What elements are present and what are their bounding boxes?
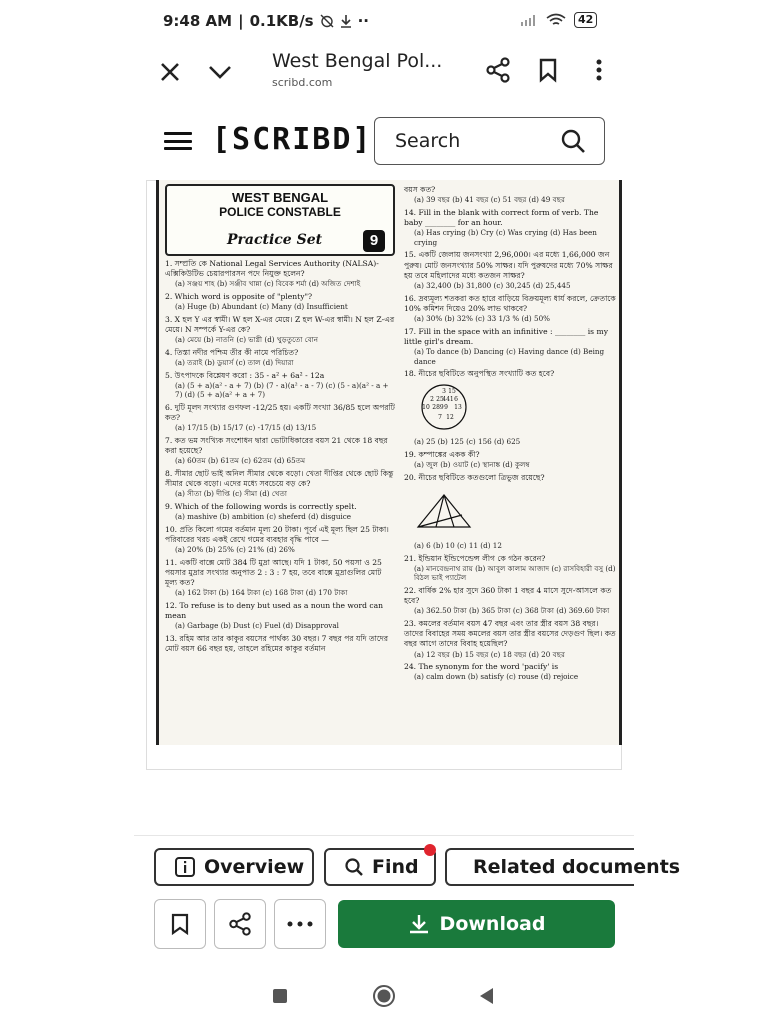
figure-number: 10	[422, 404, 430, 412]
question-options: (a) 6 (b) 10 (c) 11 (d) 12	[414, 540, 502, 550]
question-options: (a) To dance (b) Dancing (c) Having dance (d) Being dance	[414, 347, 605, 366]
right-question-list	[404, 185, 616, 682]
question-text: 4. তিস্তা নদীর পশ্চিম তীর কী নামে পরিচিত?	[165, 347, 299, 357]
question-options: (a) জুল (b) ওয়াট (c) স্থানাঙ্ক (d) কুলম্ব	[414, 460, 530, 470]
question-text: 10. প্রতি কিলো গমের বর্তমান মূল্য 20 টাকা। পূর্বে এই মূল্য ছিল 25 টাকা। পরিবারের খরচ একই রেখে গমের ব্যবহার বৃদ্ধি পাবে —	[165, 524, 389, 544]
question-options: (a) 362.50 টাকা (b) 365 টাকা (c) 368 টাকা (d) 369.60 টাকা	[414, 606, 610, 616]
share-document-button[interactable]	[214, 899, 266, 949]
figure-number: 3	[442, 388, 446, 396]
info-icon	[174, 856, 196, 878]
banner-line-1: WEST BENGAL	[231, 190, 329, 205]
related-documents-button[interactable]	[445, 848, 681, 886]
question-options: (a) 20% (b) 25% (c) 21% (d) 26%	[175, 545, 295, 555]
question-options: (a) 39 বছর (b) 41 বছর (c) 51 বছর (d) 49 বছর	[414, 195, 565, 205]
share-button[interactable]	[482, 54, 514, 86]
question-text: 1. সম্প্রতি কে National Legal Services Authority (NALSA)-এক্সিকিউটিভ চেয়ারপারসন পদে নিযুক্ত হলেন?	[165, 259, 379, 279]
question-text: 8. সীমার ছোট ভাই অনিল সীমার থেকে বড়ো। খেতা দীপ্তির থেকে ছোট কিন্তু সীমার থেকে বড়ো। এদের মধ্যে সবচেয়ে বড় কে?	[165, 468, 394, 489]
chevron-down-icon	[208, 64, 232, 80]
status-network-speed: 0.1KB/s	[249, 12, 314, 30]
practice-set-banner	[165, 184, 395, 256]
question-text: 21. ইন্ডিয়ান ইন্ডিপেন্ডেন্স লীগ কে গঠন করেন?	[404, 553, 546, 563]
save-button[interactable]	[154, 899, 206, 949]
question-text: 11. একটি বাক্সে মোট 384 টি মুদ্রা আছে। যদি 1 টাকা, 50 পয়সা ও 25 পয়সার মুদ্রার সংখ্যার অনুপাত 2 : 3 : 7 হয়, তবে বাক্সে মুদ্রাগুলির মোট মূল্য কত?	[165, 557, 382, 588]
question-text: 24. The synonym for the word 'pacify' is	[404, 662, 559, 672]
square-icon	[272, 988, 288, 1004]
question-text: 16. দ্রব্যমূল্য শতকরা কত হারে বাড়িয়ে বিক্রয়মূল্য ধার্য করলে, ক্রেতাকে 10% কমিশন দিয়েও 20% লাভ থাকবে?	[404, 293, 616, 313]
question-text: 13. রহিম আর তার কাকুর বয়সের পার্থক্য 30 বছর। 7 বছর পর যদি তাদের মোট বয়স 66 বছর হয়, তাহলে রহিমের কাকুর বর্তমান	[165, 633, 389, 654]
download-status-icon	[340, 14, 352, 28]
question-options: (a) 17/15 (b) 15/17 (c) -17/15 (d) 13/15	[175, 423, 317, 433]
question-text: 5. উৎপাদকে বিশ্লেষণ করো : 35 - a² + 6a² - 12a	[165, 370, 325, 380]
search-placeholder: Search	[395, 130, 461, 152]
question-text: 2. Which word is opposite of "plenty"?	[165, 292, 313, 301]
signal-icon	[520, 14, 538, 26]
more-options-button[interactable]	[584, 54, 614, 86]
triangle-figure	[414, 487, 474, 535]
question-text: 20. নীচের ছবিটিতে কতগুলো ত্রিভুজ রয়েছে?	[404, 472, 545, 482]
home-button[interactable]	[370, 982, 398, 1010]
question-text: 15. একটি জেলায় জনসংখ্যা 2,96,000। এর মধ্যে 1,66,000 জন পুরুষ। মোট জনসংখ্যার 50% সাক্ষর। যদি পুরুষদের মধ্যে 70% সাক্ষর হয় তবে মহিলাদের মধ্যে কতজন সাক্ষর?	[404, 250, 613, 280]
question-options: (a) 60তম (b) 61তম (c) 62তম (d) 65তম	[175, 456, 306, 466]
menu-icon[interactable]	[164, 132, 192, 150]
question-options: (a) 162 টাকা (b) 164 টাকা (c) 168 টাকা (d) 170 টাকা	[175, 588, 348, 598]
close-button[interactable]	[154, 56, 186, 88]
bottom-action-bar	[134, 835, 681, 969]
question-text: 6. দুটি মূলদ সংখ্যার গুণফল -12/25 হয়। একটি সংখ্যা 36/85 হলে অপরটি কত?	[165, 402, 395, 423]
figure-number: 25	[436, 396, 444, 404]
download-icon	[408, 913, 430, 935]
question-text: 7. কত ভম সংখ্যিক সংশোধন দ্বারা ভোটাধিকারের বয়স 21 থেকে 18 বছর করা হয়েছে?	[165, 435, 388, 456]
more-vertical-icon	[596, 59, 602, 81]
figure-number: 13	[454, 404, 462, 412]
figure-number: 15	[448, 388, 456, 396]
more-status-icon: ··	[357, 12, 370, 30]
search-input[interactable]	[374, 117, 605, 165]
share-icon	[485, 57, 511, 83]
figure-number: 441	[442, 396, 454, 404]
document-right-column	[404, 182, 616, 682]
question-text: 9. Which of the following words is correctly spelt.	[165, 501, 357, 511]
find-label: Find	[372, 856, 419, 878]
question-text: 22. বার্ষিক 2% হার সুদে 360 টাকা 1 বছর 4 মাসে সুদে-আসলে কত হবে?	[404, 585, 612, 606]
system-navigation-bar	[0, 968, 768, 1024]
back-button[interactable]	[474, 984, 498, 1008]
wifi-icon	[546, 13, 566, 27]
question-options: (a) calm down (b) satisfy (c) rouse (d) rejoice	[414, 672, 579, 682]
overview-label: Overview	[204, 856, 305, 878]
document-page[interactable]	[156, 180, 622, 745]
banner-line-2: POLICE CONSTABLE	[219, 205, 341, 219]
recent-apps-button[interactable]	[268, 984, 292, 1008]
more-horizontal-icon	[287, 921, 313, 927]
question-text: 14. Fill in the blank with correct form of verb. The baby ________ for an hour.	[404, 207, 599, 227]
status-bar: 9:48 AM | 0.1KB/s ·· 42	[0, 0, 768, 44]
question-text: 18. নীচের ছবিটিতে অনুপস্থিত সংখ্যাটি কত হবে?	[404, 369, 555, 379]
bookmark-icon	[171, 913, 189, 935]
search-icon	[560, 128, 586, 154]
question-options: (a) 30% (b) 32% (c) 33 1/3 % (d) 50%	[414, 314, 550, 323]
status-time: 9:48 AM	[163, 12, 233, 30]
close-icon	[160, 62, 180, 82]
question-text: 19. কম্পাঙ্কের একক কী?	[404, 449, 480, 459]
more-actions-button[interactable]	[274, 899, 326, 949]
back-triangle-icon	[478, 987, 494, 1005]
question-options: (a) 12 বছর (b) 15 বছর (c) 18 বছর (d) 20 বছর	[414, 649, 565, 659]
question-options: (a) Huge (b) Abundant (c) Many (d) Insufficient	[175, 302, 348, 312]
browser-app-bar	[0, 44, 768, 100]
page-title: West Bengal Pol...	[272, 50, 443, 72]
share-icon	[228, 912, 252, 936]
question-options: (a) মেয়ে (b) নাতনি (c) ভাগ্নী (d) খুড়তুতো বোন	[175, 335, 319, 345]
scribd-header	[134, 110, 634, 172]
figure-number: 12	[446, 414, 454, 422]
figure-number: 289	[432, 404, 444, 412]
question-options: (a) সীতা (b) দীপ্তি (c) সীমা (d) খেতা	[175, 489, 288, 499]
left-question-list	[165, 259, 395, 654]
question-options: (a) Has crying (b) Cry (c) Was crying (d) Has been crying	[414, 228, 597, 247]
question-options: (a) সঞ্জয় শাহ (b) সঞ্জীব খান্না (c) বিবেক শর্মা (d) অজিত দেশাই	[175, 279, 361, 289]
practice-set-number: 9	[363, 230, 385, 252]
figure-number: 6	[454, 396, 458, 404]
figure-number: 9	[444, 404, 448, 412]
figure-number: 7	[438, 414, 442, 422]
find-button[interactable]	[324, 848, 436, 886]
download-label: Download	[439, 913, 546, 935]
collapse-button[interactable]	[204, 56, 236, 88]
battery-indicator: 42	[574, 12, 597, 28]
question-options: (a) mashive (b) ambition (c) sheferd (d) disguice	[175, 512, 352, 522]
question-options: (a) 32,400 (b) 31,800 (c) 30,245 (d) 25,445	[414, 281, 571, 290]
notification-dot	[424, 844, 436, 856]
question-options: (a) 25 (b) 125 (c) 156 (d) 625	[414, 437, 521, 447]
question-text: 12. To refuse is to deny but used as a noun the word can mean	[165, 600, 384, 621]
number-circle-figure	[414, 383, 474, 431]
page-domain: scribd.com	[272, 76, 333, 89]
question-text: 3. X হল Y এর স্বামী। W হল X-এর মেয়ে। Z হল W-এর স্বামী। N হল Z-এর মেয়ে। N সম্পর্কে Y-এর কে?	[165, 314, 395, 334]
scribd-logo[interactable]: [SCRIBD]	[212, 122, 373, 157]
related-label: Related documents	[473, 856, 681, 878]
search-icon	[344, 857, 364, 877]
question-options: (a) (5 + a)(a² - a + 7) (b) (7 - a)(a² - a - 7) (c) (5 - a)(a² - a + 7) (d) (5 + a)(a² + a + 7)	[175, 380, 389, 400]
question-text: 23. কমলের বর্তমান বয়স 47 বছর এবং তার স্ত্রীর বয়স 38 বছর। তাদের বিবাহের সময় কমলের বয়স তার স্ত্রীর বয়সের দেড়গুণ ছিল। কত বছর আগে তাদের বিবাহ হয়েছিল?	[404, 618, 616, 649]
alarm-off-icon	[320, 14, 334, 28]
home-circle-icon	[372, 984, 396, 1008]
figure-number: 2	[430, 396, 434, 404]
question-options: (a) Garbage (b) Dust (c) Fuel (d) Disapproval	[175, 621, 339, 631]
question-options: (a) মানবেন্দ্রনাথ রায় (b) আবুল কালাম আজাদ (c) রাসবিহারী বসু (d) বিঠল ভাই প্যাটেল	[414, 563, 616, 583]
bookmark-icon	[538, 58, 558, 82]
overview-button[interactable]	[154, 848, 314, 886]
download-button[interactable]	[338, 900, 615, 948]
question-options: (a) তরাই (b) ডুয়ার্স (c) তাল (d) দিয়ারা	[175, 358, 294, 367]
bookmark-button[interactable]	[532, 54, 564, 86]
question-text: 17. Fill in the space with an infinitive : ________ is my little girl's dream.	[404, 326, 608, 346]
question-text: বয়স কত?	[404, 185, 436, 194]
document-left-column	[165, 184, 395, 654]
banner-line-3: Practice Set	[227, 232, 323, 248]
